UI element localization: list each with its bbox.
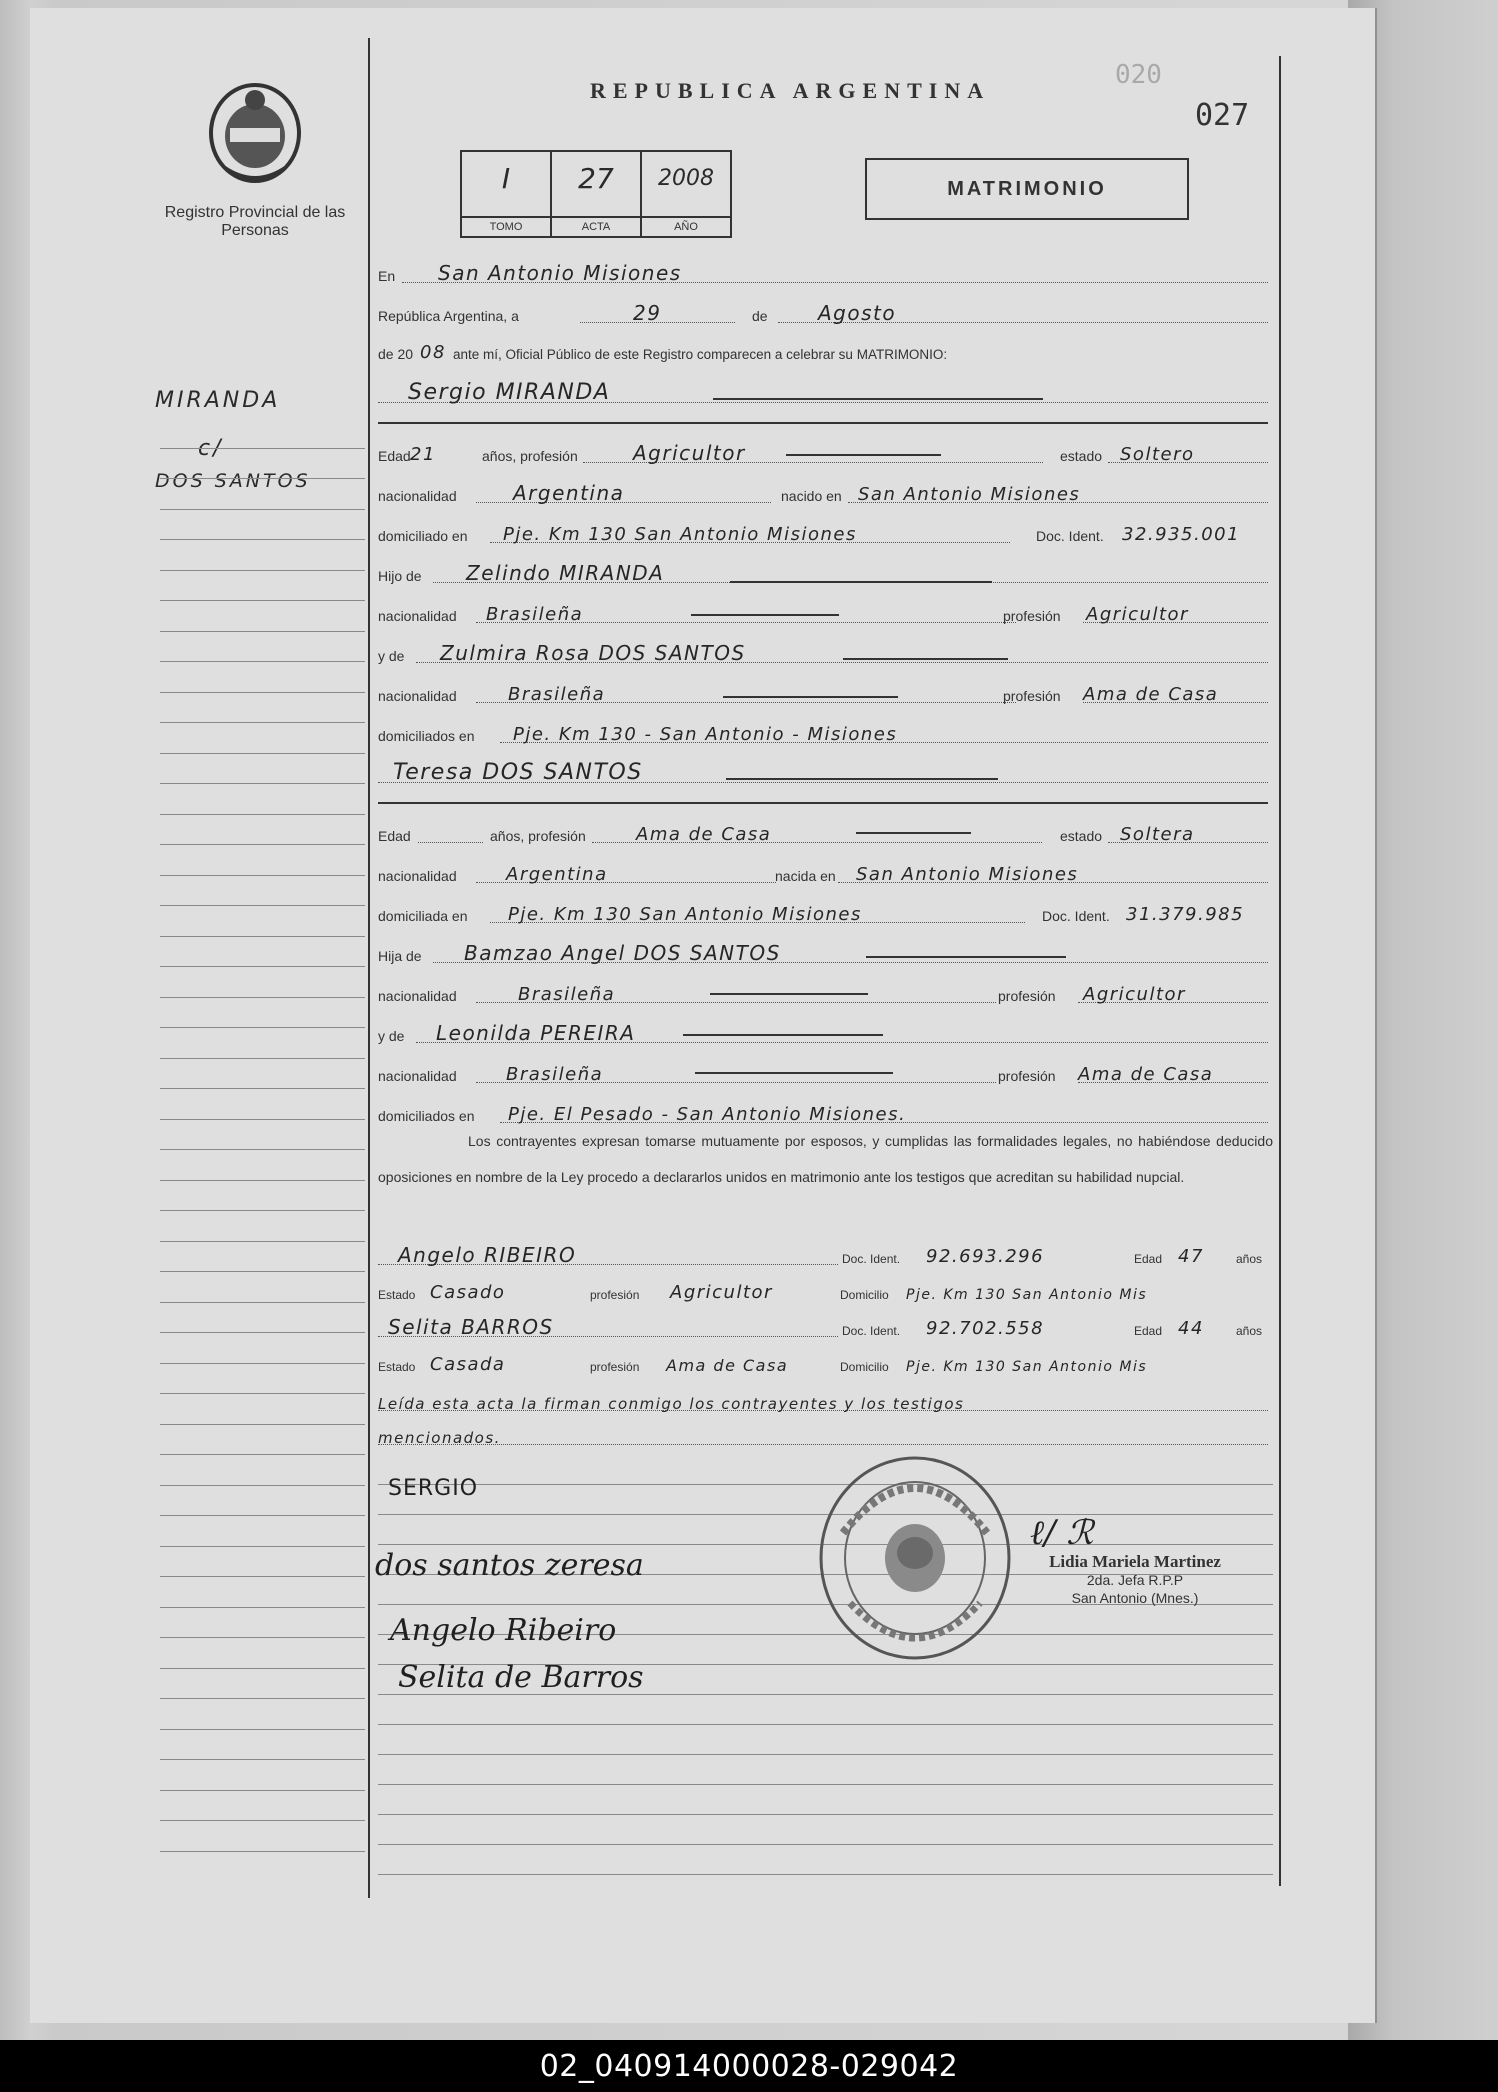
domicilio-label: Domicilio xyxy=(840,1288,889,1302)
fill-dash xyxy=(786,454,941,456)
fill-dash xyxy=(723,696,898,698)
bride-mother: Leonilda PEREIRA xyxy=(436,1021,636,1045)
bride-doc-number: 31.379.985 xyxy=(1126,904,1245,925)
day-value: 29 xyxy=(633,301,662,325)
acta-cell xyxy=(552,152,642,236)
fill-dash xyxy=(710,993,868,995)
closing-line-1: Leída esta acta la firman conmigo los contrayentes y los testigos xyxy=(378,1395,965,1413)
nacionalidad-label: nacionalidad xyxy=(378,988,457,1004)
domiciliados-label: domiciliados en xyxy=(378,1108,475,1124)
de-label: de xyxy=(752,308,768,324)
groom-mother: Zulmira Rosa DOS SANTOS xyxy=(440,641,746,665)
bride-birthplace: San Antonio Misiones xyxy=(856,864,1079,885)
row-bride-address xyxy=(378,898,1268,928)
fill-dash xyxy=(691,614,839,616)
official-seal-stamp xyxy=(815,1453,1015,1663)
bride-father-prof: Agricultor xyxy=(1083,984,1186,1005)
anos-label: años xyxy=(1236,1252,1263,1266)
en-label: En xyxy=(378,268,396,284)
bride-name: Teresa DOS SANTOS xyxy=(393,760,643,785)
document-page xyxy=(30,8,1375,2023)
row-bride-nationality xyxy=(378,858,1268,888)
row-groom-name xyxy=(378,378,1268,408)
folio-number: 027 xyxy=(1195,98,1250,133)
row-witness1 xyxy=(378,1240,1268,1270)
row-witness2-details xyxy=(378,1348,1268,1378)
groom-profession: Agricultor xyxy=(633,441,746,465)
witness2-doc: 92.702.558 xyxy=(926,1318,1045,1339)
edad-label: Edad xyxy=(378,828,411,844)
registrar-block xyxy=(1015,1553,1255,1607)
witness2-signature: Selita de Barros xyxy=(398,1660,644,1695)
groom-parents-address: Pje. Km 130 - San Antonio - Misiones xyxy=(513,724,898,745)
hija-label: Hija de xyxy=(378,948,422,964)
country-title: REPUBLICA ARGENTINA xyxy=(590,78,991,103)
row-groom-nationality xyxy=(378,478,1268,508)
section-separator xyxy=(378,422,1268,424)
nacida-label: nacida en xyxy=(775,868,836,884)
margin-connector: c/ xyxy=(198,436,224,461)
bride-civil-status: Soltera xyxy=(1120,824,1195,845)
bride-parents-address: Pje. El Pesado - San Antonio Misiones. xyxy=(508,1104,907,1125)
profesion-label: profesión xyxy=(590,1360,640,1374)
witness2-age: 44 xyxy=(1178,1318,1204,1339)
registry-name: Registro Provincial de las Personas xyxy=(164,204,346,239)
nacionalidad-label: nacionalidad xyxy=(378,1068,457,1084)
nacionalidad-label: nacionalidad xyxy=(378,868,457,884)
bride-mother-prof: Ama de Casa xyxy=(1078,1064,1214,1085)
anio-label: AÑO xyxy=(642,216,730,236)
anos-label: años xyxy=(1236,1324,1263,1338)
estado-label: Estado xyxy=(378,1288,416,1302)
registrar-title: 2da. Jefa R.P.P xyxy=(1086,1572,1184,1588)
tomo-cell xyxy=(462,152,552,236)
margin-ruled-lines xyxy=(160,418,365,1852)
groom-signature: SERGIO xyxy=(388,1476,479,1501)
dotted-line xyxy=(418,841,483,843)
groom-father-nat: Brasileña xyxy=(486,604,584,625)
row-witness2 xyxy=(378,1312,1268,1342)
groom-father-prof: Agricultor xyxy=(1086,604,1189,625)
place-value: San Antonio Misiones xyxy=(438,261,682,285)
witness2-address: Pje. Km 130 San Antonio Mis xyxy=(906,1359,1148,1375)
witness1-doc: 92.693.296 xyxy=(926,1246,1045,1267)
groom-mother-prof: Ama de Casa xyxy=(1083,684,1219,705)
bride-profession: Ama de Casa xyxy=(636,824,772,845)
witness1-signature: Angelo Ribeiro xyxy=(390,1613,617,1648)
closing-line-2: mencionados. xyxy=(378,1429,501,1447)
row-groom-address xyxy=(378,518,1268,548)
yde-label: y de xyxy=(378,1028,405,1044)
row-place xyxy=(378,258,1268,288)
registrar-office: San Antonio (Mnes.) xyxy=(1071,1590,1199,1606)
coat-of-arms-logo xyxy=(200,78,310,188)
tomo-label: TOMO xyxy=(462,216,550,236)
bride-mother-nat: Brasileña xyxy=(506,1064,604,1085)
file-caption: 02_040914000028-029042 xyxy=(539,2049,959,2084)
year-suffix: 08 xyxy=(420,342,446,363)
row-groom-father-nat xyxy=(378,598,1268,628)
row-bride-father-nat xyxy=(378,978,1268,1008)
declaration-text: Los contrayentes expresan tomarse mutuamente por esposos, y cumplidas las formalidades legales, no habiéndose deducido oposiciones en nombre de la Ley procedo a declararlos unidos en matrimonio ante los testigos que acreditan su habilidad nupcial. xyxy=(378,1133,1273,1185)
edad-label: Edad xyxy=(1134,1324,1163,1338)
row-bride-mother xyxy=(378,1018,1268,1048)
row-witness1-details xyxy=(378,1276,1268,1306)
fill-dash xyxy=(730,581,992,583)
row-year xyxy=(378,336,1268,366)
row-date xyxy=(378,298,1268,328)
register-box xyxy=(460,150,732,238)
de-year-label: de 20 xyxy=(378,346,414,362)
profesion-label: profesión xyxy=(998,1068,1056,1084)
margin-surname-1: MIRANDA xyxy=(155,388,281,413)
nacionalidad-label: nacionalidad xyxy=(378,488,457,504)
row-groom-mother-nat xyxy=(378,678,1268,708)
witness2-status: Casada xyxy=(430,1354,506,1375)
edad-label: Edad xyxy=(1134,1252,1163,1266)
section-separator xyxy=(378,802,1268,804)
profesion-label: profesión xyxy=(998,988,1056,1004)
anos-profesion-label: años, profesión xyxy=(490,828,586,844)
domicilio-label: domiciliada en xyxy=(378,908,468,924)
margin-surname-2: DOS SANTOS xyxy=(155,470,311,492)
witness2-name: Selita BARROS xyxy=(388,1315,554,1339)
doc-label: Doc. Ident. xyxy=(842,1252,901,1266)
document-type-box: MATRIMONIO xyxy=(865,158,1189,220)
domiciliados-label: domiciliados en xyxy=(378,728,475,744)
ante-text: ante mí, Oficial Público de este Registro comparecen a celebrar su MATRIMONIO: xyxy=(453,347,948,362)
bride-father-nat: Brasileña xyxy=(518,984,616,1005)
registrar-name: Lidia Mariela Martinez xyxy=(1049,1552,1221,1571)
row-closing-2 xyxy=(378,1420,1268,1450)
anos-profesion-label: años, profesión xyxy=(482,448,578,464)
groom-birthplace: San Antonio Misiones xyxy=(858,484,1081,505)
witness1-age: 47 xyxy=(1178,1246,1204,1267)
doc-label: Doc. Ident. xyxy=(1036,528,1104,544)
bride-nationality: Argentina xyxy=(506,864,608,885)
yde-label: y de xyxy=(378,648,405,664)
registrar-signature-mark: ℓ/ ℛ xyxy=(1030,1513,1094,1553)
nacido-label: nacido en xyxy=(781,488,842,504)
nacionalidad-label: nacionalidad xyxy=(378,608,457,624)
estado-label: estado xyxy=(1060,828,1103,844)
fill-dash xyxy=(726,778,998,780)
domicilio-label: domiciliado en xyxy=(378,528,468,544)
profesion-label: profesión xyxy=(590,1288,640,1302)
domicilio-label: Domicilio xyxy=(840,1360,889,1374)
bride-address: Pje. Km 130 San Antonio Misiones xyxy=(508,904,862,925)
fill-dash xyxy=(866,956,1066,958)
groom-name: Sergio MIRANDA xyxy=(408,380,611,405)
bride-signature: dos santos zeresa xyxy=(375,1548,644,1583)
dotted-line xyxy=(378,1443,1268,1445)
estado-label: Estado xyxy=(378,1360,416,1374)
bride-father: Bamzao Angel DOS SANTOS xyxy=(464,941,781,965)
acta-label: ACTA xyxy=(552,216,640,236)
groom-nationality: Argentina xyxy=(513,481,625,505)
row-bride-age xyxy=(378,818,1268,848)
estado-label: estado xyxy=(1060,448,1103,464)
fill-dash xyxy=(683,1034,883,1036)
tomo-value: I xyxy=(501,162,511,195)
groom-doc-number: 32.935.001 xyxy=(1122,524,1241,545)
nacionalidad-label: nacionalidad xyxy=(378,688,457,704)
fill-dash xyxy=(856,832,971,834)
margin-divider xyxy=(368,38,370,1898)
doc-label: Doc. Ident. xyxy=(842,1324,901,1338)
groom-address: Pje. Km 130 San Antonio Misiones xyxy=(503,524,857,545)
fill-dash xyxy=(843,658,1008,660)
row-groom-parents-address xyxy=(378,718,1268,748)
groom-age: 21 xyxy=(410,444,436,465)
right-border-line xyxy=(1279,56,1281,1886)
edad-label: Edad xyxy=(378,448,411,464)
row-groom-father xyxy=(378,558,1268,588)
month-value: Agosto xyxy=(818,301,897,325)
caption-bar xyxy=(0,2040,1498,2092)
row-groom-age xyxy=(378,438,1268,468)
witness1-prof: Agricultor xyxy=(670,1282,773,1303)
groom-father: Zelindo MIRANDA xyxy=(466,561,665,585)
row-bride-father xyxy=(378,938,1268,968)
groom-mother-nat: Brasileña xyxy=(508,684,606,705)
row-bride-mother-nat xyxy=(378,1058,1268,1088)
row-groom-mother xyxy=(378,638,1268,668)
row-bride-name xyxy=(378,758,1268,788)
republica-label: República Argentina, a xyxy=(378,308,519,324)
row-closing-1 xyxy=(378,1386,1268,1416)
fill-dash xyxy=(713,398,1043,400)
fill-dash xyxy=(695,1072,893,1074)
witness1-status: Casado xyxy=(430,1282,506,1303)
witness1-name: Angelo RIBEIRO xyxy=(398,1243,577,1267)
anio-value: 2008 xyxy=(658,166,714,191)
anio-cell xyxy=(642,152,730,236)
doc-label: Doc. Ident. xyxy=(1042,908,1110,924)
folio-faint: 020 xyxy=(1115,60,1162,90)
profesion-label: profesión xyxy=(1003,688,1061,704)
witness1-address: Pje. Km 130 San Antonio Mis xyxy=(906,1287,1148,1303)
acta-value: 27 xyxy=(578,162,614,195)
groom-civil-status: Soltero xyxy=(1120,444,1195,465)
profesion-label: profesión xyxy=(1003,608,1061,624)
hijo-label: Hijo de xyxy=(378,568,422,584)
witness2-prof: Ama de Casa xyxy=(666,1356,789,1375)
